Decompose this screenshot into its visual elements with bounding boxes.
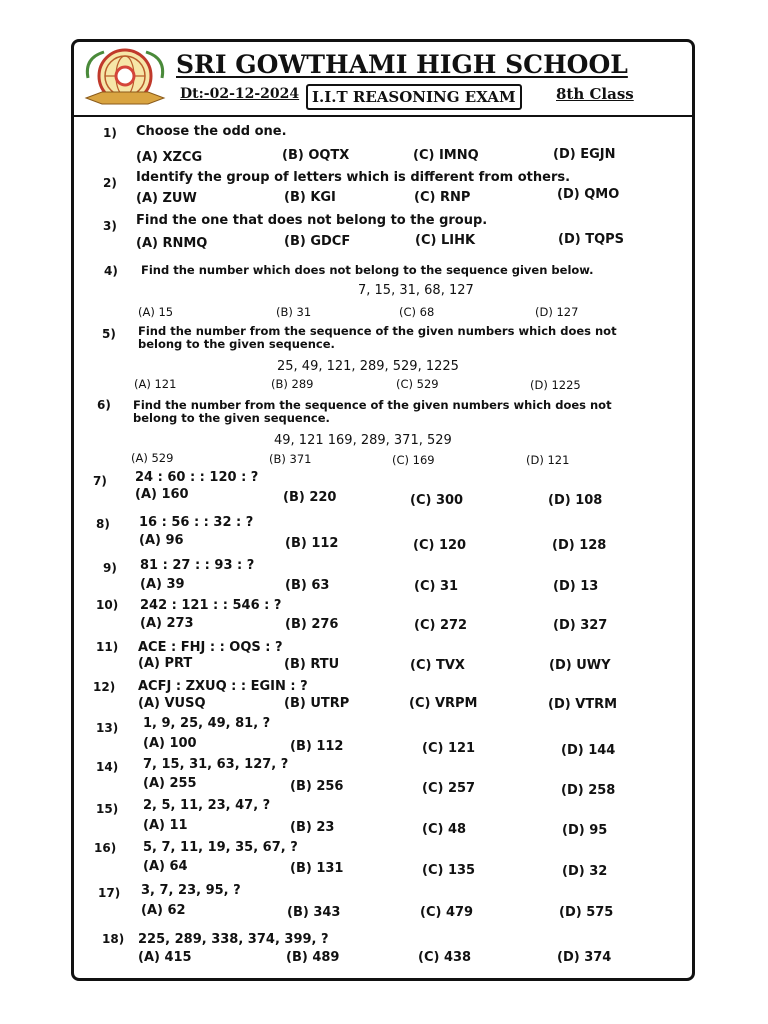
question-text: 225, 289, 338, 374, 399, ?	[138, 932, 329, 947]
question-text: 81 : 27 : : 93 : ?	[140, 558, 255, 573]
question-number: 9)	[103, 561, 117, 575]
option-b: (B) 289	[271, 377, 314, 391]
option-c: (C) 48	[422, 822, 467, 837]
school-name: SRI GOWTHAMI HIGH SCHOOL	[176, 50, 628, 79]
question-text: Find the number from the sequence of the given numbers which does not	[133, 398, 612, 412]
exam-date: Dt:-02-12-2024	[180, 86, 300, 102]
option-c: (C) IMNQ	[413, 148, 479, 163]
question-text: 2, 5, 11, 23, 47, ?	[143, 798, 271, 813]
question-text: 3, 7, 23, 95, ?	[141, 883, 241, 898]
question-text: 1, 9, 25, 49, 81, ?	[143, 716, 271, 731]
option-d: (D) UWY	[549, 658, 611, 673]
option-a: (A) 39	[140, 577, 185, 592]
question-text-continued: belong to the given sequence.	[138, 337, 335, 351]
option-a: (A) 62	[141, 903, 186, 918]
question-number: 15)	[96, 802, 119, 816]
question-number: 8)	[96, 517, 110, 531]
question-number: 1)	[103, 126, 117, 140]
question-number: 17)	[98, 886, 121, 900]
option-a: (A) RNMQ	[136, 236, 208, 251]
question-number: 14)	[96, 760, 119, 774]
option-c: (C) 121	[422, 741, 476, 756]
question-text: Find the one that does not belong to the group.	[136, 213, 488, 228]
option-c: (C) 300	[410, 493, 464, 508]
question-text-continued: belong to the given sequence.	[133, 411, 330, 425]
option-a: (A) 96	[139, 533, 184, 548]
number-sequence: 49, 121 169, 289, 371, 529	[274, 433, 452, 448]
option-d: (D) 121	[526, 453, 570, 467]
question-text: Find the number which does not belong to the sequence given below.	[141, 263, 594, 277]
option-b: (B) 343	[287, 905, 341, 920]
school-logo-icon	[80, 44, 170, 112]
option-a: (A) 255	[143, 776, 197, 791]
question-number: 3)	[103, 219, 117, 233]
question-number: 16)	[94, 841, 117, 855]
option-b: (B) 371	[269, 452, 312, 466]
option-a: (A) VUSQ	[138, 696, 206, 711]
option-c: (C) 257	[422, 781, 476, 796]
option-d: (D) 1225	[530, 378, 581, 392]
option-b: (B) 23	[290, 820, 335, 835]
option-a: (A) 11	[143, 818, 188, 833]
option-a: (A) ZUW	[136, 191, 197, 206]
option-c: (C) 529	[396, 377, 439, 391]
option-c: (C) 31	[414, 579, 459, 594]
option-a: (A) 64	[143, 859, 188, 874]
exam-title: I.I.T REASONING EXAM	[306, 84, 522, 110]
option-c: (C) RNP	[414, 190, 471, 205]
option-c: (C) 438	[418, 950, 472, 965]
question-text: ACFJ : ZXUQ : : EGIN : ?	[138, 679, 308, 694]
option-d: (D) 374	[557, 950, 612, 965]
option-a: (A) 415	[138, 950, 192, 965]
option-b: (B) 276	[285, 617, 339, 632]
option-a: (A) 529	[131, 451, 174, 465]
option-a: (A) XZCG	[136, 150, 203, 165]
option-d: (D) 258	[561, 783, 616, 798]
question-number: 7)	[93, 474, 107, 488]
question-number: 4)	[104, 264, 118, 278]
question-number: 5)	[102, 327, 116, 341]
question-text: 24 : 60 : : 120 : ?	[135, 470, 259, 485]
option-c: (C) VRPM	[409, 696, 478, 711]
question-text: 242 : 121 : : 546 : ?	[140, 598, 282, 613]
option-a: (A) 121	[134, 377, 177, 391]
number-sequence: 7, 15, 31, 68, 127	[358, 283, 474, 298]
question-number: 13)	[96, 721, 119, 735]
class-label: 8th Class	[556, 85, 634, 103]
option-c: (C) 169	[392, 453, 435, 467]
option-d: (D) TQPS	[558, 232, 625, 247]
option-d: (D) QMO	[557, 187, 620, 202]
option-b: (B) RTU	[284, 657, 340, 672]
option-b: (B) 220	[283, 490, 337, 505]
option-b: (B) 112	[285, 536, 339, 551]
question-text: Identify the group of letters which is different from others.	[136, 170, 571, 185]
question-text: Find the number from the sequence of the given numbers which does not	[138, 324, 617, 338]
option-d: (D) VTRM	[548, 697, 618, 712]
option-d: (D) 144	[561, 743, 616, 758]
option-b: (B) 131	[290, 861, 344, 876]
question-text: 7, 15, 31, 63, 127, ?	[143, 757, 289, 772]
question-text: 16 : 56 : : 32 : ?	[139, 515, 254, 530]
option-b: (B) 112	[290, 739, 344, 754]
question-number: 12)	[93, 680, 116, 694]
number-sequence: 25, 49, 121, 289, 529, 1225	[277, 359, 459, 374]
option-d: (D) 32	[562, 864, 608, 879]
option-d: (D) EGJN	[553, 147, 616, 162]
option-c: (C) 120	[413, 538, 467, 553]
option-b: (B) GDCF	[284, 234, 351, 249]
option-b: (B) 31	[276, 305, 312, 319]
option-b: (B) 256	[290, 779, 344, 794]
option-d: (D) 128	[552, 538, 607, 553]
option-d: (D) 575	[559, 905, 614, 920]
option-c: (C) 272	[414, 618, 468, 633]
option-d: (D) 13	[553, 579, 599, 594]
option-b: (B) KGI	[284, 190, 336, 205]
question-number: 2)	[103, 176, 117, 190]
question-number: 11)	[96, 640, 119, 654]
question-text: Choose the odd one.	[136, 124, 287, 139]
option-d: (D) 327	[553, 618, 608, 633]
option-b: (B) OQTX	[282, 148, 350, 163]
header-divider	[74, 115, 692, 117]
question-text: ACE : FHJ : : OQS : ?	[138, 640, 283, 655]
option-c: (C) 68	[399, 305, 435, 319]
option-c: (C) LIHK	[415, 233, 476, 248]
option-a: (A) 160	[135, 487, 189, 502]
option-c: (C) TVX	[410, 658, 465, 673]
option-d: (D) 95	[562, 823, 608, 838]
option-a: (A) 273	[140, 616, 194, 631]
option-b: (B) 63	[285, 578, 330, 593]
question-number: 18)	[102, 932, 125, 946]
option-c: (C) 135	[422, 863, 476, 878]
option-a: (A) PRT	[138, 656, 193, 671]
option-d: (D) 108	[548, 493, 603, 508]
option-b: (B) 489	[286, 950, 340, 965]
option-a: (A) 100	[143, 736, 197, 751]
question-text: 5, 7, 11, 19, 35, 67, ?	[143, 840, 298, 855]
option-d: (D) 127	[535, 305, 579, 319]
option-a: (A) 15	[138, 305, 174, 319]
option-b: (B) UTRP	[284, 696, 350, 711]
option-c: (C) 479	[420, 905, 474, 920]
question-number: 10)	[96, 598, 119, 612]
question-number: 6)	[97, 398, 111, 412]
